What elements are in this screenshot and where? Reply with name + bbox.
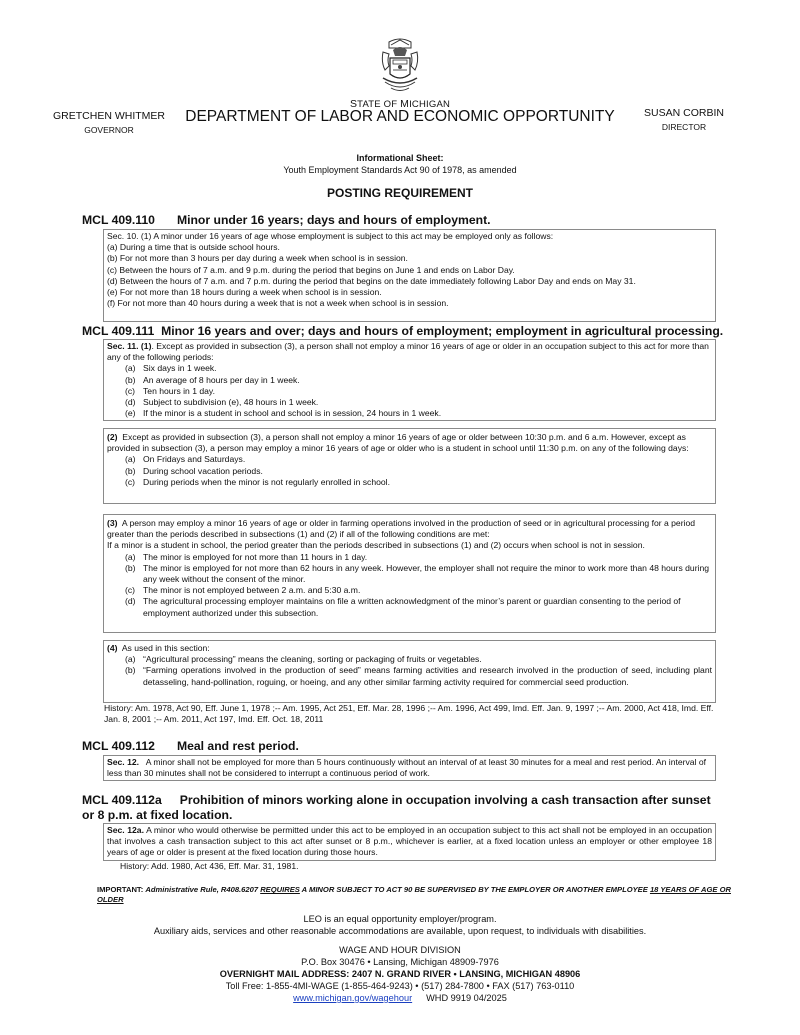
subsection-box-1: Sec. 11. (1). Except as provided in subsection (3), a person shall not employ a minor 16 years of age or older in an occupation subject to this act for more than any of the following periods: (a) Six days in 1 week. (b) An average of 8 hours per day in 1 week. (c) Ten hours in 1 day. (d) Subject to subdivision (e), 48 hours in 1 week. (e) If the minor is a student in school and school is in session, 24 hours in 1 week. bbox=[103, 339, 716, 421]
overnight-address: OVERNIGHT MAIL ADDRESS: 2407 N. GRAND RIVER • LANSING, MICHIGAN 48906 bbox=[219, 969, 581, 979]
section-heading-409-112: MCL 409.112 Meal and rest period. bbox=[82, 739, 299, 753]
history-409-111: History: Am. 1978, Act 90, Eff. June 1, 1978 ;-- Am. 1995, Act 251, Eff. Mar. 28, 1996 ;-- Am. 1996, Act 499, Imd. Eff. Jan. 9, 1997 ;-- Am. 2000, Act 418, Imd. Eff. Jan. 8, 2001 ;-- Am. 2011, Act 197, Imd. Eff. Oct. 18, 2011 bbox=[104, 703, 714, 725]
section-heading-409-110: MCL 409.110 Minor under 16 years; days and hours of employment. bbox=[82, 213, 491, 227]
info-sheet-label bbox=[0, 152, 800, 176]
state-label: STATE OF MICHIGAN bbox=[349, 98, 451, 110]
po-box-address: P.O. Box 30476 • Lansing, Michigan 48909-7976 bbox=[301, 957, 499, 967]
section-box-409-112: Sec. 12. A minor shall not be employed for more than 5 hours continuously without an interval of at least 30 minutes for a meal and rest period. An interval of less than 30 minutes shall not be considered to interrupt a continuous period of work. bbox=[103, 755, 716, 781]
footer-eeo bbox=[0, 913, 800, 937]
subsection-box-3: (3) A person may employ a minor 16 years of age or older in farming operations involved in the production of seed or in agricultural processing for a period greater than the periods described in subsections (1) and (2) if all of the following conditions are met: If a minor is a student in school, the period greater than the periods described in subsections (1) and (2) occurs when school is not in session. (a) The minor is employed for not more than 11 hours in 1 day. (b) The minor is employed for not more than 62 hours in any week. However, the employer shall not require the minor to work more than 48 hours during any week without the consent of the minor. (c) The minor is not employed between 2 a.m. and 5:30 a.m. (d) The agricultural processing employer maintains on file a written acknowledgment of the minor’s parent or guardian consenting to the period of employment authorized under this subsection. bbox=[103, 514, 716, 633]
governor-name: GRETCHEN WHITMER bbox=[53, 110, 165, 122]
section-box-409-112a: Sec. 12a. A minor who would otherwise be permitted under this act to be employed in an occupation subject to this act shall not be employed in an occupation that involves a cash transaction subject to this act after sunset or 8 p.m., whichever is earlier, at a fixed location unless an employer or other employee 18 years of age or older is present at the fixed location during those hours. bbox=[103, 823, 716, 861]
governor-block bbox=[44, 110, 174, 135]
footer-contact bbox=[0, 944, 800, 1004]
info-subtitle: Youth Employment Standards Act 90 of 1978, as amended bbox=[283, 165, 517, 175]
director-name: SUSAN CORBIN bbox=[644, 107, 724, 119]
governor-title: GOVERNOR bbox=[84, 125, 134, 135]
department-title: DEPARTMENT OF LABOR AND ECONOMIC OPPORTUNITY bbox=[185, 108, 615, 125]
section-heading-409-111: MCL 409.111 Minor 16 years and over; days and hours of employment; employment in agricultural processing. bbox=[82, 324, 724, 338]
form-id: WHD 9919 04/2025 bbox=[426, 993, 507, 1003]
director-title: DIRECTOR bbox=[661, 122, 707, 132]
section-box-409-110: Sec. 10. (1) A minor under 16 years of age whose employment is subject to this act may be employed only as follows: (a) During a time that is outside school hours. (b) For not more than 3 hours per day during a week when school is in session. (c) Between the hours of 7 a.m. and 9 p.m. during the period that begins on June 1 and ends on Labor Day. (d) Between the hours of 7 a.m. and 7 p.m. during the period that begins on the date immediately following Labor Day and ends on May 31. (e) For not more than 18 hours during a week when school is in session. (f) For not more than 40 hours during a week that is not a week when school is in session. bbox=[103, 229, 716, 322]
director-block bbox=[624, 107, 744, 132]
wagehour-link[interactable]: www.michigan.gov/wagehour bbox=[293, 993, 413, 1003]
posting-title: POSTING REQUIREMENT bbox=[326, 186, 473, 200]
subsection-box-2: (2) Except as provided in subsection (3), a person shall not employ a minor 16 years of age or older between 10:30 p.m. and 6 a.m. However, except as provided in subsection (3), a person may employ a minor 16 years of age or older who is a student in school until 11:30 p.m. on any of the following days: (a) On Fridays and Saturdays. (b) During school vacation periods. (c) During periods when the minor is not regularly enrolled in school. bbox=[103, 428, 716, 504]
division-name: WAGE AND HOUR DIVISION bbox=[339, 945, 461, 955]
eeo-statement: LEO is an equal opportunity employer/program. bbox=[303, 914, 497, 924]
subsection-box-4: (4) As used in this section: (a) “Agricultural processing” means the cleaning, sorting or packaging of fruits or vegetables. (b) “Farming operations involved in the production of seed” means farming activities and research involved in the production of seed, including plant detasseling, hand-pollination, roguing, or hoeing, and any other similar farming activity required for commercial seed production. bbox=[103, 640, 716, 703]
phone-numbers: Toll Free: 1-855-4MI-WAGE (1-855-464-9243) • (517) 284-7800 • FAX (517) 763-0110 bbox=[225, 981, 575, 991]
michigan-state-seal-icon bbox=[371, 36, 429, 98]
history-409-112a: History: Add. 1980, Act 436, Eff. Mar. 31, 1981. bbox=[120, 861, 299, 871]
important-notice: IMPORTANT: Administrative Rule, R408.6207 REQUIRES A MINOR SUBJECT TO ACT 90 BE SUPERVISED BY THE EMPLOYER OR ANOTHER EMPLOYEE 18 YEARS OF AGE OR OLDER bbox=[97, 885, 731, 904]
info-label: Informational Sheet: bbox=[356, 153, 444, 163]
section-heading-409-112a: MCL 409.112a Prohibition of minors working alone in occupation involving a cash transaction after sunset or 8 p.m. at fixed location. bbox=[82, 793, 711, 822]
accommodations-statement: Auxiliary aids, services and other reasonable accommodations are available, upon request, to individuals with disabilities. bbox=[153, 926, 647, 936]
